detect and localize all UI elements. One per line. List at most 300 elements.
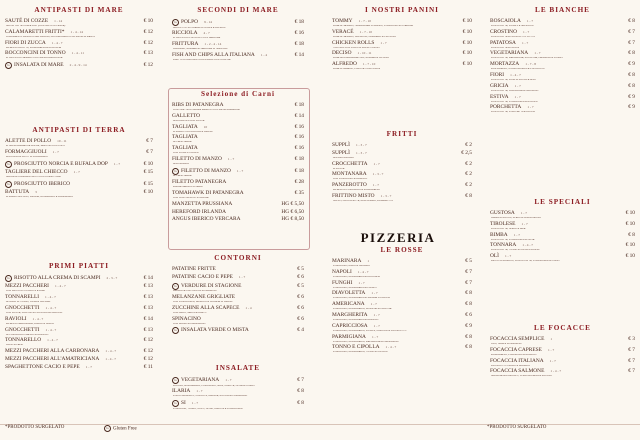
menu-item-name: PATATINE FRITTE [172, 266, 216, 272]
menu-item-allergen-codes: 1 - 7 [504, 254, 512, 259]
menu-item-price: € 10 [143, 160, 153, 167]
menu-item-allergen-codes: 1 - 7 - 10 [358, 19, 372, 23]
menu-item-allergen-codes: 1 - 4 - 7 [105, 349, 117, 354]
menu-item-name: TONNARA [490, 242, 517, 249]
section-title: INSALATE [215, 364, 261, 372]
menu-item-name: FORMAGGIUOLI [5, 148, 47, 155]
menu-item-allergen-codes: 1 - 7 [236, 168, 244, 173]
menu-item-name: RAVIOLI [5, 315, 27, 322]
menu-item-description: "CON FUNGHI PORCINI" [172, 152, 200, 155]
menu-item-name: CROCCHETTA [332, 160, 368, 167]
menu-item-name: FILETTO DI MANZO [172, 155, 222, 162]
menu-item-price: € 10 [462, 18, 472, 24]
menu-item-allergen-codes: 1 - 7 [371, 334, 379, 339]
menu-item-description: "POMODORO, MOZZARELLA E SALAME PICCANTE" [332, 297, 391, 300]
menu-item-description: "RUCOLA, MOZZARELLA, POMODORO, MAIS, CAROTE, OLIVE E FUNGHI" [172, 384, 256, 387]
menu-item [332, 183, 472, 191]
menu-item-price: € 14 [143, 315, 153, 322]
menu-item-description: "TORTILLA CON POLLO E SALSA YOGURT" [332, 46, 381, 49]
menu-item-price: € 8 [465, 192, 472, 199]
menu-item [172, 157, 304, 165]
menu-item-name: INSALATA VERDE O MISTA [181, 327, 249, 334]
menu-item-description: "CREMA DI ZUCCA, SPECK E GORGONZOLA" [490, 217, 542, 219]
menu-item-name: FISH AND CHIPS ALLA ITALIANA [172, 51, 255, 58]
menu-item [5, 275, 153, 282]
menu-item [172, 275, 304, 280]
menu-item-description: "FIOR DI LATTE E PROSCIUTTO COTTO" [490, 35, 536, 38]
menu-item-description: "POLLO GRIGLIATO, FINOCCHI, ARANCE, RUCOLA E FORMAGGIO" [172, 395, 249, 398]
menu-item [5, 295, 153, 303]
menu-item-name: VEGETARIANA [181, 377, 220, 383]
menu-item-allergen-codes: 9 - 14 [204, 20, 212, 24]
menu-item-allergen-codes: 1 - 4 - 7 [510, 72, 521, 77]
menu-item [332, 345, 472, 353]
menu-item [172, 53, 304, 61]
menu-item-description: "DI PATATE" [332, 167, 346, 170]
menu-item [5, 181, 153, 188]
menu-item [5, 328, 153, 336]
menu-item-name: VERACÉ [332, 28, 354, 35]
menu-item-price: € 6 [297, 315, 304, 322]
menu-item-allergen-codes: 1 - 4 - 7 [357, 269, 369, 274]
menu-item-allergen-codes: 1 - 4 - 7 [522, 243, 534, 248]
menu-item-allergen-codes: 1 - 2 - 4 - 14 [204, 42, 222, 47]
section-rosse [332, 246, 472, 354]
pizzeria-title: PIZZERIA [360, 230, 436, 245]
menu-item-description: "FIOR DI LATTE, POMODORINI E RUCOLA" [490, 100, 539, 103]
menu-item-name: POLPO [181, 19, 199, 25]
menu-item [172, 114, 304, 122]
menu-item [332, 291, 472, 299]
menu-item-allergen-codes: 1 - 7 [549, 358, 556, 363]
menu-item-name: PORCHETTA [490, 104, 522, 111]
menu-item-description: "CON POMODORO E BASILICO" [332, 178, 369, 181]
menu-item-name: CROSTINO [490, 28, 517, 35]
menu-item [5, 349, 153, 354]
menu-item-description: "MAIALE IBERICO AI FERRI" [172, 186, 204, 189]
menu-item-name: SI [181, 400, 186, 407]
menu-item-allergen-codes: 1 - 4 - 7 [54, 284, 66, 289]
menu-item-name: GNOCCHETTI [5, 326, 40, 333]
menu-item [490, 19, 635, 27]
menu-item-description: "DI MANZO CON RUCOLA E GRANA" [172, 130, 214, 133]
column-pizza-rosse [332, 246, 472, 356]
menu-item-name: PROSCIUTTO NORCIA E BUFALA DOP [14, 160, 108, 167]
menu-item-price: € 9 [628, 93, 635, 100]
menu-item-allergen-codes: 1 - 7 [113, 161, 121, 166]
menu-item-allergen-codes: 1 - 4 - 7 [45, 327, 57, 332]
menu-item-name: PARMIGIANA [332, 333, 366, 340]
menu-item [490, 84, 635, 92]
menu-item-name: TAGLIATA [172, 134, 198, 141]
column-center-left [172, 6, 304, 413]
menu-item-description: "CACIO E PEPE" [5, 344, 24, 347]
menu-item-description: "AL POMODORO FRESCO E BASILICO" [5, 333, 50, 336]
menu-item [332, 324, 472, 332]
menu-item [490, 369, 635, 377]
menu-item-name: FILETTO DI MANZO [181, 167, 231, 174]
menu-item-description: "POMODORI, TONNO, UOVO, OLIVE, CAROTE E POMODORINI" [172, 407, 244, 410]
menu-item-description: "FIOR DI LATTE, TONNO E CIPOLLA ROSSA" [490, 249, 541, 252]
menu-item-price: € 2 [465, 160, 472, 167]
menu-item-price: € 12 [143, 348, 153, 355]
menu-item-allergen-codes: 1 - 7 [370, 302, 377, 307]
menu-item-description: "COSTOLETTE DI MAIALE IBERICO CON SALSA BARBECUE" [172, 109, 241, 111]
menu-item [490, 51, 635, 59]
menu-item [5, 190, 153, 198]
menu-item-name: INSALATA DI MARE [14, 62, 64, 69]
menu-item-description: "AL PEPE VERDE" [172, 141, 193, 144]
menu-item-description: "RIPIENI DI RICOTTA, MOZZARELLA E ACCIUGHE" [5, 46, 62, 49]
gluten-free-icon: G [104, 425, 111, 432]
menu-item [172, 19, 304, 29]
menu-item [332, 162, 472, 170]
menu-item-name: BOCCONCINI DI TONNO [5, 50, 66, 57]
menu-item [172, 135, 304, 143]
menu-item-name: ESTIVA [490, 93, 509, 100]
gluten-free-icon: G [5, 275, 12, 282]
section-panini [332, 6, 472, 116]
gluten-free-icon: G [5, 181, 12, 188]
menu-item-name: ALETTE DI POLLO [5, 138, 52, 144]
menu-item [332, 151, 472, 159]
menu-item-description: "IN CROSTA DI SESAMO CON SALSA AGRODOLCE" [5, 57, 64, 60]
menu-item [5, 365, 153, 370]
menu-item-price: € 10 [462, 28, 472, 35]
menu-item-price: € 10 [625, 210, 635, 216]
menu-item-description: "CON BURRO E PARMIGIANO" [172, 322, 207, 325]
menu-item [172, 202, 304, 207]
menu-item [5, 30, 153, 38]
menu-item-allergen-codes: 1 - 7 [534, 51, 541, 56]
menu-item-allergen-codes: 1 - 4 - 7 [550, 369, 562, 374]
menu-item [172, 146, 304, 154]
gluten-free-label: Gluten Free [113, 426, 137, 432]
menu-item-allergen-codes: 1 - 4 - 11 [71, 51, 84, 56]
menu-item-price: HG € 5,50 [281, 200, 304, 207]
menu-item-price: € 18 [294, 102, 304, 108]
menu-item-name: SUPPLÌ [332, 149, 350, 156]
menu-item-allergen-codes: 1 - 7 [73, 169, 80, 174]
menu-item-price: € 8 [465, 344, 472, 351]
column-center-right [332, 6, 472, 210]
menu-item-name: CALAMARETTI FRITTI* [5, 28, 65, 35]
menu-item-price: € 6 [297, 304, 304, 311]
menu-item-price: € 16 [294, 30, 304, 37]
section-antipasti-terra [5, 126, 153, 226]
section-bianche [490, 6, 635, 184]
menu-item-name: FOCACCIA SALMONE [490, 368, 545, 375]
menu-item [172, 327, 304, 334]
menu-item-allergen-codes: 3 [35, 190, 37, 195]
menu-item [490, 359, 635, 367]
menu-item-description: "MORTADELLA, STRACCIATELLA E PISTACCHIO" [490, 68, 546, 71]
menu-item-allergen-codes: 1 - 7 - 8 [525, 62, 536, 67]
menu-item-description: "FIOR DI LATTE E PATATE" [490, 46, 520, 49]
gluten-free-icon: G [172, 327, 179, 334]
menu-item [490, 105, 635, 113]
menu-item-price: € 10 [625, 220, 635, 227]
menu-item-name: PATATINE CACIO E PEPE [172, 273, 233, 280]
menu-item [332, 62, 472, 70]
menu-item-name: FUNGHI [332, 279, 353, 286]
menu-item-name: RICCIOLA [172, 30, 198, 37]
gluten-free-icon: G [172, 377, 179, 384]
menu-item [332, 30, 472, 38]
section-title: LE SPECIALI [534, 198, 591, 206]
menu-item-description: "ARROSTITO SU CREMA DI PATATE E PAPRIKA" [172, 26, 227, 29]
menu-item [332, 19, 472, 27]
section-title: ANTIPASTI DI TERRA [32, 126, 126, 134]
menu-item-allergen-codes: 1 - 7 [85, 364, 92, 369]
menu-item-name: BOSCAIOLA [490, 18, 521, 24]
section-title: LE FOCACCE [534, 324, 591, 332]
menu-item-allergen-codes: 1 - 7 [371, 291, 378, 296]
menu-item-description: "SUPPLÌ, CROCCHETTE, MONTANARA, PANZEROTTO" [332, 199, 394, 202]
menu-item [490, 254, 635, 262]
menu-item-price: € 4 [297, 327, 304, 334]
menu-item-price: € 7 [465, 268, 472, 275]
menu-item-description: "POMODORO, MOZZARELLA E ACCIUGHE" [332, 275, 381, 278]
menu-item-allergen-codes: 1 - 7 [527, 105, 534, 110]
menu-item-description: "CON PESTO DI PISTACCHI E LIME" [5, 290, 46, 293]
menu-item-price: € 8 [297, 400, 304, 407]
menu-item-price: € 15 [143, 168, 153, 175]
menu-item-name: SAUTÉ DI COZZE [5, 18, 49, 24]
menu-item [490, 41, 635, 49]
menu-item [332, 41, 472, 49]
gluten-free-icon: G [172, 283, 179, 290]
menu-item-allergen-codes: 1 - 7 [514, 94, 521, 99]
menu-item [172, 400, 304, 410]
menu-item-price: € 12 [143, 28, 153, 35]
section-insalate [172, 364, 304, 410]
menu-item [332, 259, 472, 267]
menu-item-description: "CON AGLIO, MENTA E ACETO" [172, 311, 208, 314]
menu-item-allergen-codes: 1 - 7 [526, 19, 534, 23]
menu-item-price: € 7 [628, 39, 635, 46]
menu-item [172, 267, 304, 272]
menu-item-name: VEGETARIANA [490, 50, 529, 57]
menu-item [172, 283, 304, 293]
menu-item-name: MANZETTA PRUSSIANA [172, 200, 233, 207]
menu-item [332, 313, 472, 321]
menu-item-allergen-codes: 2 - 3 - 7 [106, 276, 118, 280]
menu-item-description: "POMODORO, AGLIO E ORIGANO" [332, 265, 371, 267]
gluten-free-icon: G [5, 161, 12, 168]
menu-item [172, 295, 304, 303]
column-left [5, 6, 153, 373]
menu-item-allergen-codes: 1 - 7 - 10 [359, 29, 373, 34]
menu-item-price: € 7 [465, 279, 472, 286]
menu-item [5, 161, 153, 168]
menu-item-allergen-codes: 1 - 3 - 7 [380, 193, 392, 198]
menu-item-description: "ALL'AMATRICIANA" [332, 156, 355, 159]
menu-item [5, 338, 153, 346]
menu-item-name: TOMAHAWK DI PATANEGRA [172, 189, 244, 196]
menu-item [332, 194, 472, 202]
section-contorni [172, 254, 304, 354]
menu-item-allergen-codes: 1 - 10 - 11 [357, 51, 372, 56]
menu-item-price: € 12 [143, 355, 153, 362]
menu-item-name: HEREFORD IRLANDA [172, 208, 227, 215]
menu-item-price: € 11 [143, 363, 153, 370]
menu-item-price: € 10 [462, 39, 472, 46]
menu-item-name: MELANZANE GRIGLIATE [172, 293, 236, 300]
menu-item-price: € 13 [143, 50, 153, 57]
menu-item [332, 143, 472, 148]
menu-item [332, 172, 472, 180]
menu-item-allergen-codes: 1 - 7 [372, 183, 379, 188]
menu-item-allergen-codes: 1 - 3 - 7 [355, 150, 367, 155]
menu-item-allergen-codes: 1 - 7 [521, 221, 528, 226]
menu-item-name: TONNARELLO [5, 337, 42, 344]
menu-item-price: € 5 [465, 258, 472, 264]
menu-item-name: FRITTURA [172, 41, 199, 48]
menu-item-name: TIROLESE [490, 220, 516, 227]
menu-item-name: VERDURE DI STAGIONE [181, 282, 242, 289]
section-primi [5, 262, 153, 370]
menu-item-allergen-codes: 1 - 4 - 7 [51, 40, 63, 45]
menu-item-description: "FIOR DI LATTE, FUNGHI E SALSICCIA" [490, 25, 535, 27]
menu-item-description: "PANE ALLA BARBABIETOLA, BURGER E CIPOLLA" [332, 57, 390, 60]
menu-item-price: € 13 [143, 294, 153, 301]
menu-item-description: "ALLA DIAVOLA CON PATATE" [172, 119, 206, 122]
menu-item-name: ZUCCHINE ALLA SCAPECE [172, 304, 240, 311]
menu-item-allergen-codes: 1 - 7 [196, 389, 203, 394]
menu-item-description: "OLIO, SALE E ROSMARINO" [490, 343, 523, 345]
menu-item-price: € 18 [294, 155, 304, 162]
menu-item-name: FOCACCIA CAPRESE [490, 346, 542, 353]
menu-item-name: TONNARELLI [5, 294, 40, 301]
menu-item-price: € 18 [294, 19, 304, 25]
menu-item-price: € 35 [294, 189, 304, 196]
menu-item-price: € 14 [294, 112, 304, 119]
menu-item-price: € 12 [143, 39, 153, 46]
menu-item-allergen-codes: 10 - 11 [57, 139, 67, 143]
menu-item [332, 302, 472, 310]
menu-item-name: ALFREDO [332, 61, 357, 68]
menu-item [5, 19, 153, 27]
menu-item-price: € 12 [143, 337, 153, 344]
menu-item-description: "FIOR DI LATTE, FIORI DI ZUCCA E ALICI" [490, 78, 537, 81]
section-title: ANTIPASTI DI MARE [34, 6, 124, 14]
menu-item-allergen-codes: 1 - 7 [514, 83, 521, 88]
menu-item-name: OLÌ [490, 253, 499, 260]
menu-item-allergen-codes: 1 - 7 - 10 [362, 62, 376, 67]
menu-item-description: "AL RAGÙ DI TONNO, OLIVE E CAPPERI" [5, 301, 52, 304]
menu-item-price: € 15 [143, 180, 153, 187]
menu-item-name: BATTUTA [5, 189, 30, 196]
menu-item-name: PATATOSA [490, 39, 516, 46]
menu-item-allergen-codes: 1 - 3 - 7 [355, 143, 367, 147]
menu-item-description: "MOZZARELLA, POMODORO E BASILICO" [490, 353, 538, 356]
menu-item-allergen-codes: 1 - 4 - 14 [70, 29, 83, 34]
menu-item-price: € 2 [465, 142, 472, 148]
menu-item-allergen-codes: 1 - 7 [52, 149, 59, 154]
menu-item-price: HG € 8,50 [281, 216, 304, 223]
menu-item-name: SPAGHETTONE CACIO E PEPE [5, 363, 80, 370]
footer-frozen-note-right: *PRODOTTO SURGELATO [487, 425, 547, 430]
menu-item-description: "CON CONTORNO DI STAGIONE" [172, 196, 210, 199]
menu-item-price: € 5 [297, 282, 304, 289]
menu-item-name: GRICIA [490, 82, 509, 89]
menu-item [172, 125, 304, 133]
menu-item-name: TAGLIATA [172, 123, 198, 130]
menu-item [490, 222, 635, 230]
menu-item-name: MEZZI PACCHERI ALLA CARBONARA [5, 348, 100, 355]
gluten-free-icon: G [172, 168, 179, 175]
menu-item-name: FILETTO PATANEGRA [172, 179, 227, 186]
menu-item-name: DIAVOLETTA [332, 290, 366, 297]
menu-item-description: "POMODORO, MOZZARELLA, MELANZANE E PARMIGIANO" [332, 340, 400, 343]
menu-item-price: € 10 [143, 189, 153, 196]
section-title: CONTORNI [214, 254, 262, 262]
menu-item-price: € 9 [628, 61, 635, 68]
menu-item-price: € 14 [294, 51, 304, 58]
menu-item-description: "AL PEPE VERDE" [172, 175, 193, 178]
menu-item [490, 73, 635, 81]
menu-item-price: € 7 [628, 357, 635, 364]
menu-item [172, 168, 304, 178]
menu-item-description: "DI MANZO ALL'OLIO, LIMONE, ROSMARINO E PARMIGIANO" [5, 196, 74, 199]
menu-item-name: CAPRICCIOSA [332, 322, 368, 329]
menu-item-description: "FIOR DI LATTE, GUANCIALE E PECORINO" [490, 89, 540, 92]
menu-item-description: "ALLA GRIGLIA" [172, 162, 190, 165]
menu-item-name: BIMBA [490, 231, 508, 238]
menu-item-name: SUPPLÌ [332, 142, 350, 148]
menu-item-allergen-codes: 1 - 7 [373, 161, 380, 166]
menu-item [172, 42, 304, 50]
menu-item-name: FIORI DI ZUCCA [5, 39, 46, 46]
menu-item [5, 170, 153, 178]
menu-item-name: TONNO E CIPOLLA [332, 344, 380, 351]
section-speciali [490, 198, 635, 294]
menu-item-allergen-codes: 1 - 7 [547, 347, 555, 352]
menu-item-allergen-codes: 1 - 7 [380, 40, 387, 45]
menu-item-price: € 8 [628, 82, 635, 89]
menu-item-price: € 8 [465, 333, 472, 340]
menu-item-price: HG € 6,50 [281, 208, 304, 215]
menu-item-name: RIBS DI PATANEGRA [172, 102, 224, 108]
menu-item-price: € 5 [297, 266, 304, 272]
menu-item-price: € 8 [628, 50, 635, 57]
menu-item-price: € 7 [628, 346, 635, 353]
menu-item-description: "PANE AI CEREALI, PORCHETTA E PATATE" [332, 68, 381, 71]
menu-item-price: € 16 [294, 123, 304, 130]
menu-item-price: € 9 [465, 322, 472, 329]
menu-item [490, 233, 635, 241]
menu-item-price: € 7 [146, 148, 153, 155]
menu-item [5, 139, 153, 147]
menu-item-name: FRITTINO MISTO [332, 192, 375, 199]
menu-item-allergen-codes: 1 - 7 [513, 232, 520, 237]
menu-item-allergen-codes: 1 - 3 - 7 [372, 172, 384, 177]
section-antipasti-mare [5, 6, 153, 106]
menu-item-name: ILARIA [172, 388, 191, 395]
menu-item-price: € 16 [294, 134, 304, 141]
menu-item-name: MARGHERITA [332, 311, 368, 318]
menu-item-name: MEZZI PACCHERI ALL'AMATRICIANA [5, 355, 100, 362]
menu-item-price: € 8 [465, 301, 472, 308]
menu-item-description: "FIOR DI LATTE, PORCHETTA E PATATE" [490, 111, 536, 114]
menu-item-description: "POMODORO, MOZZARELLA, WÜRSTEL E PATATINE" [332, 308, 393, 311]
menu-item-description: "PROSCIUTTO CRUDO E BURRATA" [490, 364, 531, 367]
section-title: PRIMI PIATTI [49, 262, 109, 270]
menu-item-price: € 13 [143, 326, 153, 333]
menu-item-price: € 10 [462, 61, 472, 68]
menu-item-description: "CON POMODORINI, BASILICO E SCAGLIE DI GRANA" [172, 300, 234, 303]
